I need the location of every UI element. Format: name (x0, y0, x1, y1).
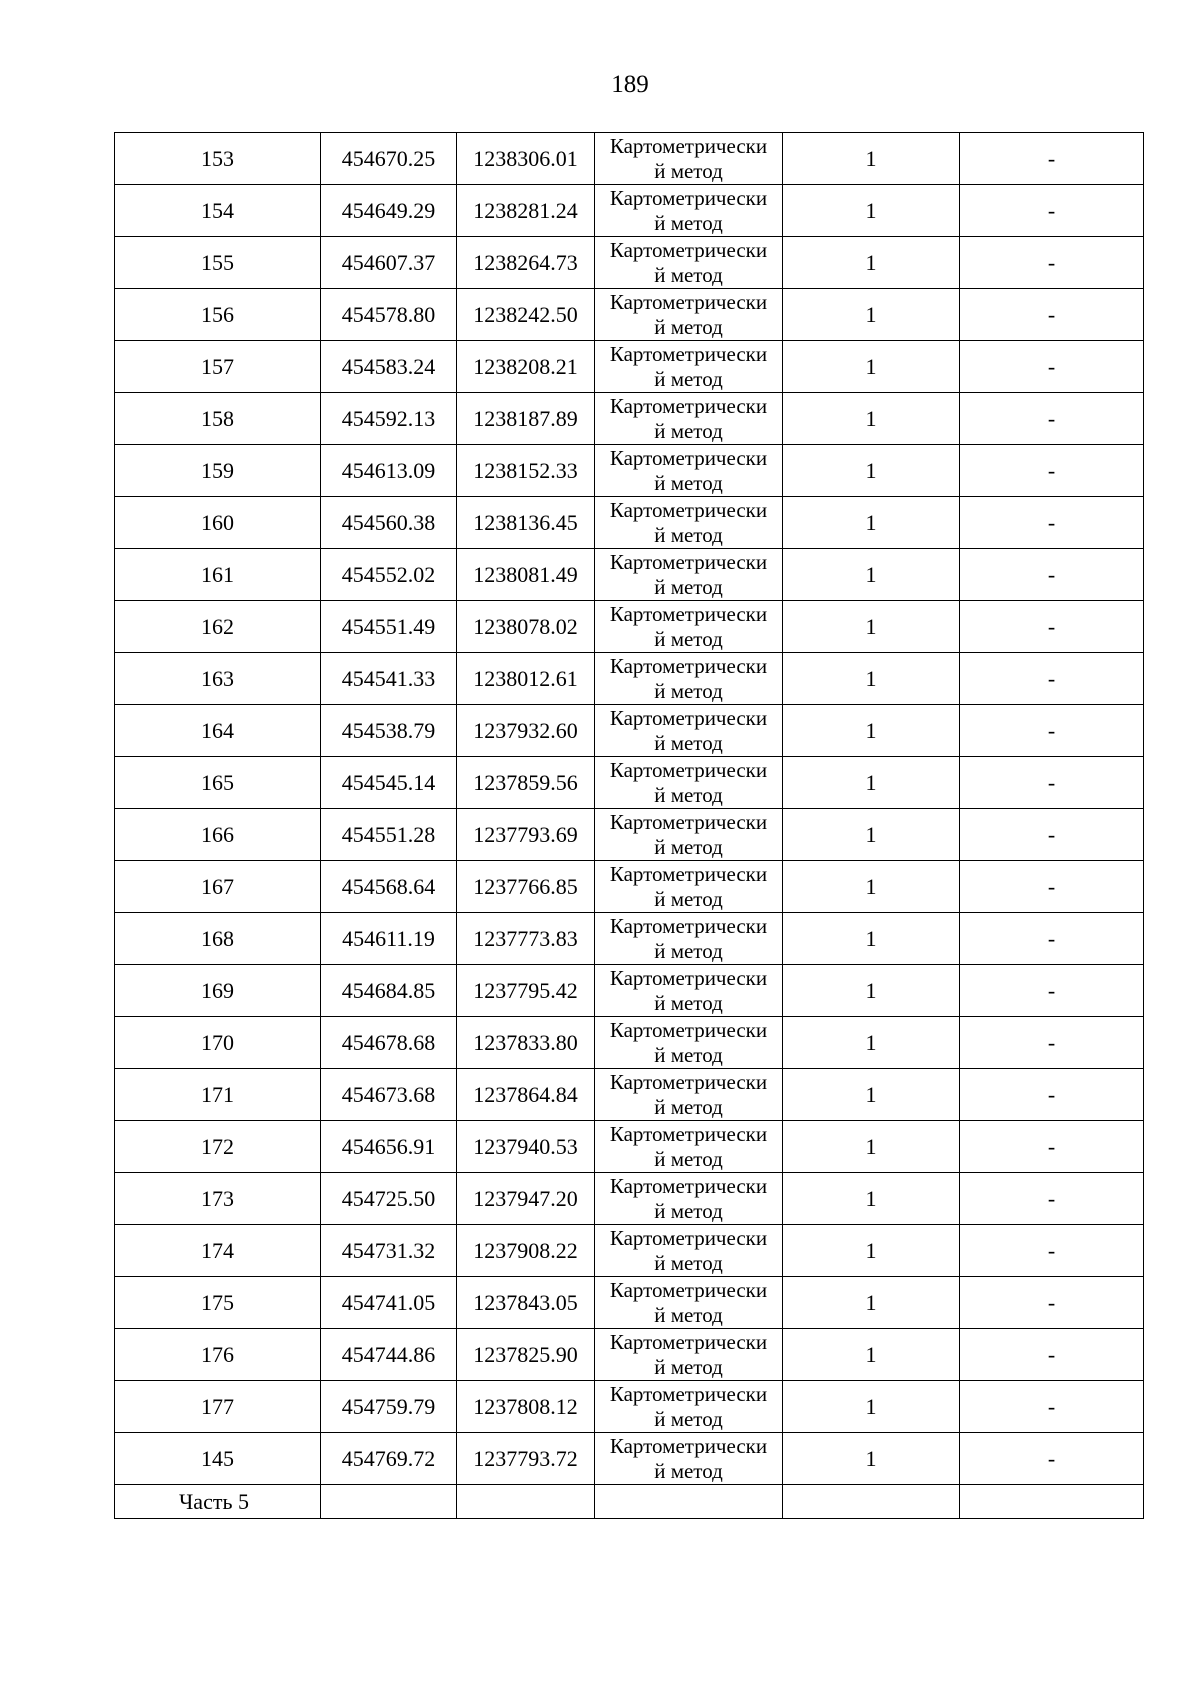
method-line-1: Картометрически (609, 1277, 768, 1302)
point-number-cell: 159 (115, 445, 321, 497)
point-number-cell: 165 (115, 757, 321, 809)
x-coordinate-cell: 454731.32 (321, 1225, 457, 1277)
method-line-1: Картометрически (609, 1381, 768, 1406)
y-coordinate-cell: 1237825.90 (457, 1329, 595, 1381)
method-line-2: й метод (654, 1458, 723, 1483)
method-line-2: й метод (654, 730, 723, 755)
point-number-cell: 161 (115, 549, 321, 601)
method-line-1: Картометрически (609, 549, 768, 574)
accuracy-cell: 1 (783, 653, 960, 705)
table-row (115, 1173, 1144, 1225)
accuracy-cell: 1 (783, 861, 960, 913)
accuracy-cell: 1 (783, 1173, 960, 1225)
method-line-1: Картометрически (609, 705, 768, 730)
method-line-1: Картометрически (609, 913, 768, 938)
y-coordinate-cell: 1237766.85 (457, 861, 595, 913)
y-coordinate-cell: 1238306.01 (457, 133, 595, 185)
accuracy-cell: 1 (783, 237, 960, 289)
description-cell: - (960, 1329, 1144, 1381)
description-cell: - (960, 965, 1144, 1017)
method-cell (595, 1277, 783, 1329)
description-cell: - (960, 1173, 1144, 1225)
page-number: 189 (611, 71, 649, 98)
point-number-cell: 169 (115, 965, 321, 1017)
method-line-2: й метод (654, 1250, 723, 1275)
method-cell (595, 1329, 783, 1381)
empty-cell (783, 1485, 960, 1519)
method-line-2: й метод (654, 678, 723, 703)
method-cell (595, 1433, 783, 1485)
method-cell (595, 653, 783, 705)
table-row (115, 341, 1144, 393)
table-row (115, 1121, 1144, 1173)
point-number-cell: 164 (115, 705, 321, 757)
method-line-1: Картометрически (609, 1121, 768, 1146)
description-cell: - (960, 757, 1144, 809)
point-number-cell: 158 (115, 393, 321, 445)
empty-cell (321, 1485, 457, 1519)
y-coordinate-cell: 1238281.24 (457, 185, 595, 237)
x-coordinate-cell: 454649.29 (321, 185, 457, 237)
x-coordinate-cell: 454551.28 (321, 809, 457, 861)
accuracy-cell: 1 (783, 1381, 960, 1433)
method-cell (595, 601, 783, 653)
x-coordinate-cell: 454578.80 (321, 289, 457, 341)
x-coordinate-cell: 454583.24 (321, 341, 457, 393)
method-line-1: Картометрически (609, 393, 768, 418)
accuracy-cell: 1 (783, 289, 960, 341)
method-line-2: й метод (654, 1406, 723, 1431)
accuracy-cell: 1 (783, 1329, 960, 1381)
accuracy-cell: 1 (783, 1225, 960, 1277)
method-line-1: Картометрически (609, 185, 768, 210)
point-number-cell: 162 (115, 601, 321, 653)
empty-cell (457, 1485, 595, 1519)
method-line-1: Картометрически (609, 445, 768, 470)
description-cell: - (960, 1433, 1144, 1485)
method-cell (595, 133, 783, 185)
point-number-cell: 170 (115, 1017, 321, 1069)
x-coordinate-cell: 454607.37 (321, 237, 457, 289)
point-number-cell: 160 (115, 497, 321, 549)
x-coordinate-cell: 454656.91 (321, 1121, 457, 1173)
method-cell (595, 185, 783, 237)
method-cell (595, 237, 783, 289)
method-cell (595, 549, 783, 601)
method-line-2: й метод (654, 834, 723, 859)
x-coordinate-cell: 454744.86 (321, 1329, 457, 1381)
method-line-1: Картометрически (609, 1173, 768, 1198)
description-cell: - (960, 133, 1144, 185)
point-number-cell: 175 (115, 1277, 321, 1329)
accuracy-cell: 1 (783, 341, 960, 393)
x-coordinate-cell: 454592.13 (321, 393, 457, 445)
description-cell: - (960, 289, 1144, 341)
method-cell (595, 1069, 783, 1121)
point-number-cell: 168 (115, 913, 321, 965)
method-line-1: Картометрически (609, 133, 768, 158)
accuracy-cell: 1 (783, 705, 960, 757)
description-cell: - (960, 185, 1144, 237)
method-line-1: Картометрически (609, 1433, 768, 1458)
method-cell (595, 705, 783, 757)
method-line-1: Картометрически (609, 1069, 768, 1094)
method-line-2: й метод (654, 522, 723, 547)
x-coordinate-cell: 454613.09 (321, 445, 457, 497)
table-row (115, 653, 1144, 705)
x-coordinate-cell: 454684.85 (321, 965, 457, 1017)
method-line-1: Картометрически (609, 653, 768, 678)
accuracy-cell: 1 (783, 809, 960, 861)
x-coordinate-cell: 454673.68 (321, 1069, 457, 1121)
point-number-cell: 172 (115, 1121, 321, 1173)
accuracy-cell: 1 (783, 1121, 960, 1173)
point-number-cell: 163 (115, 653, 321, 705)
point-number-cell: 156 (115, 289, 321, 341)
y-coordinate-cell: 1237859.56 (457, 757, 595, 809)
x-coordinate-cell: 454741.05 (321, 1277, 457, 1329)
description-cell: - (960, 1277, 1144, 1329)
x-coordinate-cell: 454611.19 (321, 913, 457, 965)
method-line-1: Картометрически (609, 757, 768, 782)
table-row (115, 861, 1144, 913)
x-coordinate-cell: 454678.68 (321, 1017, 457, 1069)
accuracy-cell: 1 (783, 185, 960, 237)
x-coordinate-cell: 454545.14 (321, 757, 457, 809)
point-number-cell: 177 (115, 1381, 321, 1433)
point-number-cell: 171 (115, 1069, 321, 1121)
table-row (115, 1277, 1144, 1329)
table-row (115, 601, 1144, 653)
method-line-1: Картометрически (609, 1225, 768, 1250)
table-row (115, 549, 1144, 601)
method-line-2: й метод (654, 418, 723, 443)
description-cell: - (960, 653, 1144, 705)
point-number-cell: 157 (115, 341, 321, 393)
method-line-2: й метод (654, 262, 723, 287)
method-line-2: й метод (654, 990, 723, 1015)
table-row (115, 133, 1144, 185)
description-cell: - (960, 1069, 1144, 1121)
method-cell (595, 913, 783, 965)
method-cell (595, 393, 783, 445)
method-line-2: й метод (654, 470, 723, 495)
method-line-2: й метод (654, 1198, 723, 1223)
point-number-cell: 174 (115, 1225, 321, 1277)
method-cell (595, 1173, 783, 1225)
method-line-1: Картометрически (609, 1329, 768, 1354)
x-coordinate-cell: 454759.79 (321, 1381, 457, 1433)
empty-cell (595, 1485, 783, 1519)
description-cell: - (960, 601, 1144, 653)
y-coordinate-cell: 1238078.02 (457, 601, 595, 653)
method-line-2: й метод (654, 158, 723, 183)
table-row (115, 1329, 1144, 1381)
table-row (115, 1017, 1144, 1069)
method-line-1: Картометрически (609, 965, 768, 990)
method-line-1: Картометрически (609, 1017, 768, 1042)
table-row (115, 757, 1144, 809)
point-number-cell: 145 (115, 1433, 321, 1485)
section-row (115, 1485, 1144, 1519)
y-coordinate-cell: 1237908.22 (457, 1225, 595, 1277)
section-label: Часть 5 (115, 1485, 321, 1519)
method-cell (595, 861, 783, 913)
table-row (115, 1225, 1144, 1277)
table-row (115, 1381, 1144, 1433)
method-line-1: Картометрически (609, 497, 768, 522)
method-line-2: й метод (654, 626, 723, 651)
coordinates-table-body (115, 133, 1144, 1519)
description-cell: - (960, 549, 1144, 601)
coordinates-table (114, 132, 1144, 1519)
method-cell (595, 1017, 783, 1069)
y-coordinate-cell: 1238264.73 (457, 237, 595, 289)
description-cell: - (960, 341, 1144, 393)
method-cell (595, 965, 783, 1017)
y-coordinate-cell: 1237947.20 (457, 1173, 595, 1225)
method-line-1: Картометрически (609, 601, 768, 626)
method-line-1: Картометрически (609, 861, 768, 886)
accuracy-cell: 1 (783, 133, 960, 185)
y-coordinate-cell: 1237940.53 (457, 1121, 595, 1173)
x-coordinate-cell: 454670.25 (321, 133, 457, 185)
description-cell: - (960, 1017, 1144, 1069)
accuracy-cell: 1 (783, 913, 960, 965)
description-cell: - (960, 237, 1144, 289)
description-cell: - (960, 913, 1144, 965)
table-row (115, 445, 1144, 497)
x-coordinate-cell: 454552.02 (321, 549, 457, 601)
x-coordinate-cell: 454541.33 (321, 653, 457, 705)
y-coordinate-cell: 1238208.21 (457, 341, 595, 393)
method-line-1: Картометрически (609, 237, 768, 262)
table-row (115, 809, 1144, 861)
empty-cell (960, 1485, 1144, 1519)
y-coordinate-cell: 1238081.49 (457, 549, 595, 601)
accuracy-cell: 1 (783, 393, 960, 445)
accuracy-cell: 1 (783, 1277, 960, 1329)
y-coordinate-cell: 1237795.42 (457, 965, 595, 1017)
point-number-cell: 154 (115, 185, 321, 237)
method-cell (595, 1121, 783, 1173)
method-cell (595, 445, 783, 497)
x-coordinate-cell: 454725.50 (321, 1173, 457, 1225)
x-coordinate-cell: 454560.38 (321, 497, 457, 549)
table-row (115, 1433, 1144, 1485)
y-coordinate-cell: 1237864.84 (457, 1069, 595, 1121)
method-cell (595, 341, 783, 393)
description-cell: - (960, 497, 1144, 549)
method-line-2: й метод (654, 1042, 723, 1067)
description-cell: - (960, 393, 1144, 445)
method-line-2: й метод (654, 574, 723, 599)
table-row (115, 497, 1144, 549)
method-cell (595, 289, 783, 341)
y-coordinate-cell: 1237843.05 (457, 1277, 595, 1329)
method-line-2: й метод (654, 314, 723, 339)
method-line-2: й метод (654, 1146, 723, 1171)
accuracy-cell: 1 (783, 965, 960, 1017)
y-coordinate-cell: 1238152.33 (457, 445, 595, 497)
accuracy-cell: 1 (783, 1069, 960, 1121)
description-cell: - (960, 705, 1144, 757)
point-number-cell: 155 (115, 237, 321, 289)
y-coordinate-cell: 1238242.50 (457, 289, 595, 341)
method-cell (595, 497, 783, 549)
y-coordinate-cell: 1238187.89 (457, 393, 595, 445)
table-row (115, 185, 1144, 237)
method-line-2: й метод (654, 782, 723, 807)
description-cell: - (960, 861, 1144, 913)
point-number-cell: 176 (115, 1329, 321, 1381)
y-coordinate-cell: 1237833.80 (457, 1017, 595, 1069)
description-cell: - (960, 1225, 1144, 1277)
y-coordinate-cell: 1237808.12 (457, 1381, 595, 1433)
method-line-2: й метод (654, 1302, 723, 1327)
table-row (115, 913, 1144, 965)
x-coordinate-cell: 454551.49 (321, 601, 457, 653)
point-number-cell: 153 (115, 133, 321, 185)
description-cell: - (960, 445, 1144, 497)
x-coordinate-cell: 454568.64 (321, 861, 457, 913)
accuracy-cell: 1 (783, 757, 960, 809)
method-line-2: й метод (654, 886, 723, 911)
method-line-2: й метод (654, 1094, 723, 1119)
description-cell: - (960, 1381, 1144, 1433)
description-cell: - (960, 1121, 1144, 1173)
accuracy-cell: 1 (783, 1017, 960, 1069)
x-coordinate-cell: 454538.79 (321, 705, 457, 757)
point-number-cell: 167 (115, 861, 321, 913)
y-coordinate-cell: 1237773.83 (457, 913, 595, 965)
y-coordinate-cell: 1237793.69 (457, 809, 595, 861)
table-row (115, 393, 1144, 445)
y-coordinate-cell: 1237932.60 (457, 705, 595, 757)
method-line-2: й метод (654, 366, 723, 391)
y-coordinate-cell: 1238136.45 (457, 497, 595, 549)
y-coordinate-cell: 1237793.72 (457, 1433, 595, 1485)
accuracy-cell: 1 (783, 1433, 960, 1485)
method-line-2: й метод (654, 210, 723, 235)
accuracy-cell: 1 (783, 497, 960, 549)
method-line-1: Картометрически (609, 341, 768, 366)
method-line-2: й метод (654, 938, 723, 963)
table-row (115, 289, 1144, 341)
point-number-cell: 166 (115, 809, 321, 861)
method-cell (595, 757, 783, 809)
accuracy-cell: 1 (783, 445, 960, 497)
point-number-cell: 173 (115, 1173, 321, 1225)
method-cell (595, 809, 783, 861)
y-coordinate-cell: 1238012.61 (457, 653, 595, 705)
table-row (115, 1069, 1144, 1121)
description-cell: - (960, 809, 1144, 861)
method-line-1: Картометрически (609, 809, 768, 834)
method-cell (595, 1225, 783, 1277)
accuracy-cell: 1 (783, 601, 960, 653)
accuracy-cell: 1 (783, 549, 960, 601)
method-line-1: Картометрически (609, 289, 768, 314)
table-row (115, 237, 1144, 289)
method-line-2: й метод (654, 1354, 723, 1379)
table-row (115, 965, 1144, 1017)
x-coordinate-cell: 454769.72 (321, 1433, 457, 1485)
table-row (115, 705, 1144, 757)
method-cell (595, 1381, 783, 1433)
